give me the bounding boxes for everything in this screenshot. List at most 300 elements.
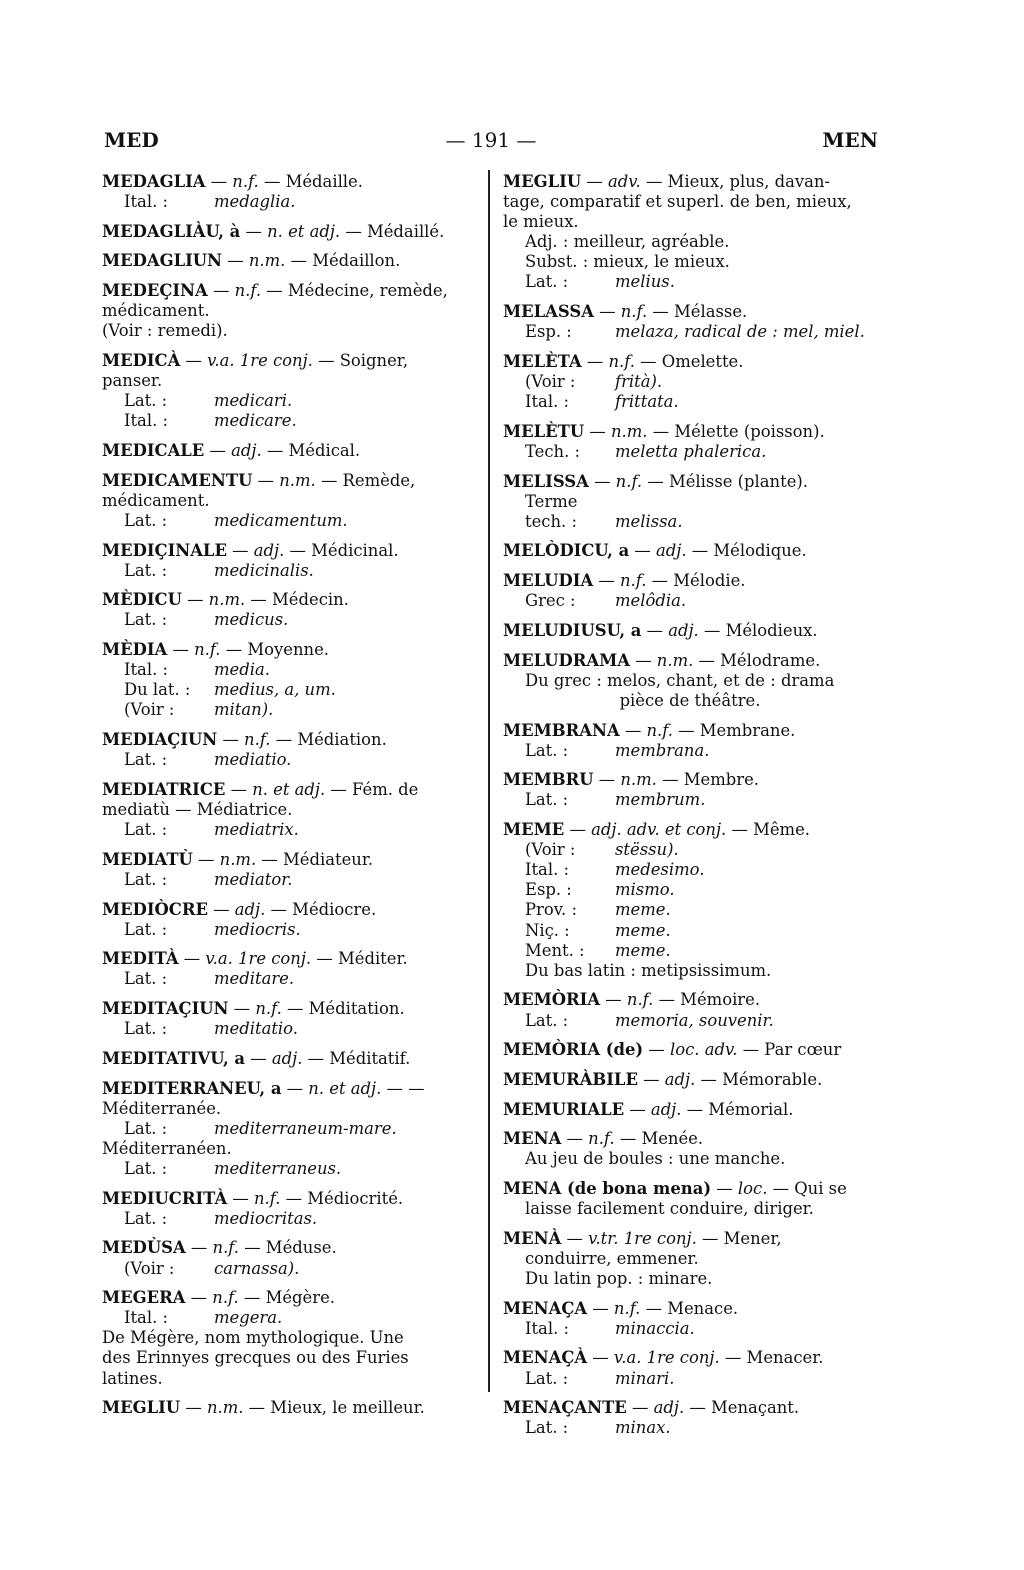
grammar-label: n.f. (615, 471, 643, 491)
entry-headline: MELUDRAMA — n.m. — Mélodrame. (503, 650, 821, 670)
dictionary-entry (503, 1398, 877, 1438)
entry-headline: MELASSA — n.f. — Mélasse. (503, 302, 748, 322)
etymology-line (503, 1011, 877, 1031)
grammar-label: n.f. (244, 730, 271, 750)
headword: MEGLIU (503, 172, 582, 191)
etymology-line (503, 741, 877, 761)
definition-continuation: Méditerranéen. (102, 1138, 232, 1158)
grammar-label: n.f. (212, 1288, 239, 1308)
dictionary-entry (503, 621, 877, 641)
etymology-line (503, 790, 877, 810)
etymology-label: Lat. : (124, 919, 168, 939)
headword: MEDIUCRITÀ (102, 1188, 228, 1208)
definition: Omelette. (661, 351, 744, 371)
dictionary-entry (503, 571, 877, 611)
etymology-value: mismo. (615, 880, 675, 900)
entry-headline: MENÀ — v.tr. 1re conj. — Mener, (503, 1228, 782, 1248)
headword: MENAÇÀ (503, 1348, 588, 1368)
grammar-label: adj. (650, 1099, 682, 1119)
right-column (503, 172, 877, 1448)
dictionary-entry (102, 222, 474, 242)
etymology-line (102, 561, 474, 581)
etymology-label: Du lat. : (124, 680, 191, 700)
dictionary-entry (102, 780, 474, 840)
definition: Mieux, plus, davan- (667, 172, 831, 191)
definition: Membrane. (699, 720, 796, 740)
headword: MEMBRU (503, 770, 594, 790)
headword: MELUDIA (503, 571, 594, 591)
etymology-label: Ital. : (124, 660, 169, 680)
etymology-label: (Voir : (124, 1258, 175, 1278)
etymology-value: melius. (615, 272, 675, 292)
etymology-value: mediocritas. (214, 1208, 318, 1228)
etymology-value: frità). (615, 372, 663, 392)
definition: Par cœur (764, 1040, 842, 1060)
dictionary-entry (102, 281, 474, 341)
headword: MEDITERRANEU, a (102, 1078, 282, 1098)
etymology-label: Lat. : (124, 1208, 168, 1228)
etymology-value: medicari. (214, 391, 293, 411)
definition: Menace. (667, 1298, 739, 1318)
grammar-label: n.f. (232, 172, 259, 191)
entry-headline: MEDICALE — adj. — Médical. (102, 441, 361, 460)
etymology-value: medesimo. (615, 860, 705, 880)
entry-headline: MEDITÀ — v.a. 1re conj. — Méditer. (102, 949, 408, 969)
etymology-value: mediocris. (214, 919, 301, 939)
dictionary-entry (503, 472, 877, 532)
definition: Médical. (288, 441, 361, 460)
etymology-value: carnassa). (214, 1258, 300, 1278)
grammar-label: n.m. (219, 849, 257, 869)
headword: MENAÇANTE (503, 1398, 627, 1418)
etymology-value: meme. (615, 920, 671, 940)
entry-headline: MEDAGLIÀU, à — n. et adj. — Médaillé. (102, 221, 445, 241)
entry-headline: MÈDICU — n.m. — Médecin. (102, 590, 349, 610)
definition: Membre. (683, 770, 759, 790)
etymology-label: Ital. : (124, 192, 169, 212)
dictionary-entry (503, 541, 877, 561)
etymology-value: medicus. (214, 610, 289, 630)
etymology-line (503, 1418, 877, 1438)
grammar-label: n.f. (608, 351, 635, 371)
dictionary-entry (503, 1348, 877, 1388)
etymology-label: Ital. : (525, 1318, 570, 1338)
entry-headline: MEDITAÇIUN — n.f. — Méditation. (102, 999, 405, 1019)
entry-headline: MENAÇA — n.f. — Menace. (503, 1298, 739, 1318)
entry-headline: MEDEÇINA — n.f. — Médecine, remède, (102, 281, 448, 301)
dictionary-entry (503, 820, 877, 981)
note-line: laisse facilement conduire, diriger. (525, 1199, 814, 1219)
headword: MEMÒRIA (503, 990, 601, 1010)
definition: Soigner, (339, 351, 409, 371)
headword: MELÈTU (503, 421, 585, 441)
dictionary-entry (102, 640, 474, 720)
definition: Médaillé. (366, 221, 445, 241)
definition: Médiateur. (283, 849, 374, 869)
grammar-label: adj. (231, 441, 262, 460)
etymology-label: Lat. : (124, 391, 168, 411)
grammar-label: n. et adj. (267, 221, 341, 241)
grammar-label: adj. adv. et conj. (591, 820, 727, 840)
grammar-label: loc. adv. (669, 1040, 738, 1060)
etymology-value: melissa. (615, 511, 683, 531)
etymology-label: Lat. : (525, 1368, 569, 1388)
note-line: Du latin pop. : minare. (525, 1269, 713, 1288)
etymology-line (503, 392, 877, 412)
dictionary-entry (503, 1299, 877, 1339)
etymology-label: Lat. : (124, 869, 168, 889)
etymology-value: stëssu). (615, 840, 679, 860)
definition: Médiocrité. (307, 1188, 404, 1208)
dictionary-entry (102, 1398, 474, 1418)
etymology-label: (Voir : (525, 372, 576, 392)
dictionary-entry (102, 900, 474, 940)
headword: MEGLIU (102, 1398, 181, 1418)
etymology-line (102, 680, 474, 700)
entry-headline: MEDIATRICE — n. et adj. — Fém. de (102, 779, 419, 799)
etymology-line (503, 322, 877, 342)
etymology-line (503, 591, 877, 611)
etymology-label: Grec : (525, 591, 576, 611)
grammar-label: n.m. (206, 1398, 244, 1418)
headword: MEMBRANA (503, 720, 620, 740)
etymology-line (102, 511, 474, 531)
grammar-label: n.f. (620, 302, 648, 322)
grammar-label: n. et adj. (252, 779, 326, 799)
etymology-line (503, 1369, 877, 1389)
grammar-label: n.f. (253, 1188, 281, 1208)
note-line: Du grec : melos, chant, et de : drama (525, 670, 835, 690)
etymology-value: meme. (615, 900, 671, 920)
definition: Menée. (641, 1129, 704, 1149)
etymology-line (102, 660, 474, 680)
headword: MEMÒRIA (de) (503, 1040, 644, 1060)
etymology-line (503, 921, 877, 941)
dictionary-entry (503, 651, 877, 711)
definition: Méditer. (337, 949, 408, 969)
definition: Méditation. (308, 999, 405, 1019)
grammar-label: n.f. (613, 1298, 641, 1318)
etymology-value: medius, a, um. (214, 680, 336, 700)
etymology-label: Niç. : (525, 920, 570, 940)
etymology-label: Lat. : (525, 272, 569, 292)
headword: MEDICÀ (102, 351, 181, 371)
etymology-label: Ital. : (124, 1308, 169, 1328)
definition: Médicinal. (311, 540, 399, 560)
etymology-value: medaglia. (214, 192, 296, 212)
dictionary-entry (102, 541, 474, 581)
definition: Mémorable. (722, 1069, 823, 1089)
headword: MEMURÀBILE (503, 1069, 638, 1089)
dictionary-entry (102, 999, 474, 1039)
definition: Mélodie. (673, 571, 746, 591)
dictionary-entry (503, 721, 877, 761)
definition-continuation: mediatù — Médiatrice. (102, 799, 293, 819)
page-header (104, 128, 878, 158)
etymology-value: medicinalis. (214, 560, 314, 580)
entry-headline: MELÈTU — n.m. — Mélette (poisson). (503, 421, 825, 441)
etymology-line (102, 1019, 474, 1039)
etymology-value: minax. (615, 1418, 671, 1438)
etymology-value: mediterraneum-mare. (214, 1118, 397, 1138)
entry-headline: MEGLIU — n.m. — Mieux, le meilleur. (102, 1398, 425, 1418)
grammar-label: n.f. (194, 640, 221, 660)
headword: MEDICAMENTU (102, 470, 253, 490)
definition: Médecin. (272, 590, 349, 610)
definition: Qui se (794, 1179, 847, 1199)
column-divider (488, 170, 490, 1392)
etymology-label: (Voir : (525, 840, 576, 860)
etymology-line (503, 900, 877, 920)
page-number: — 191 — (445, 128, 537, 152)
headword: MEDITATIVU, a (102, 1048, 246, 1068)
dictionary-entry (102, 172, 474, 212)
etymology-label: Ital. : (525, 860, 570, 880)
entry-headline: MENA (de bona mena) — loc. — Qui se (503, 1179, 847, 1199)
definition: Mélisse (plante). (668, 471, 809, 491)
definition-continuation: médicament. (102, 301, 210, 321)
left-column (102, 172, 474, 1428)
etymology-label: Ital. : (525, 392, 570, 412)
etymology-line (503, 880, 877, 900)
etymology-value: mediator. (214, 869, 293, 889)
etymology-label: Ital. : (124, 411, 169, 431)
headword: MENÀ (503, 1228, 562, 1248)
etymology-label: Lat. : (525, 790, 569, 810)
etymology-value: mediatrix. (214, 820, 299, 840)
grammar-label: n.m. (610, 421, 648, 441)
etymology-line (503, 272, 877, 292)
etymology-line (503, 442, 877, 462)
headword: MELÒDICU, a (503, 541, 630, 561)
dictionary-entry (102, 1238, 474, 1278)
etymology-label: Lat. : (525, 740, 569, 760)
definition: — (408, 1078, 425, 1098)
definition-continuation: panser. (102, 371, 163, 391)
etymology-line (503, 1319, 877, 1339)
dictionary-entry (503, 172, 877, 293)
definition: Mener, (723, 1228, 782, 1248)
etymology-label: Tech. : (525, 441, 581, 461)
dictionary-entry (102, 1189, 474, 1229)
etymology-label: Esp. : (525, 322, 572, 342)
etymology-label: Lat. : (124, 510, 168, 530)
entry-headline: MEMBRU — n.m. — Membre. (503, 770, 759, 790)
grammar-label: adj. (664, 1069, 696, 1089)
etymology-line (503, 860, 877, 880)
note-line-centered: pièce de théâtre. (619, 690, 761, 710)
grammar-label: n.m. (208, 590, 246, 610)
definition: Médiation. (297, 730, 387, 750)
entry-headline: MEMÒRIA (de) — loc. adv. — Par cœur (503, 1040, 842, 1060)
dictionary-entry (102, 351, 474, 431)
etymology-value: minaccia. (615, 1318, 695, 1338)
headword: MEDAGLIUN (102, 251, 223, 271)
grammar-label: v.a. 1re conj. (613, 1348, 720, 1368)
grammar-label: n.f. (234, 281, 262, 301)
definition: Menacer. (746, 1348, 824, 1368)
grammar-label: adj. (668, 620, 699, 640)
headword: MEDITÀ (102, 949, 179, 969)
dictionary-entry (503, 990, 877, 1030)
entry-headline: MELUDIA — n.f. — Mélodie. (503, 571, 746, 591)
dictionary-entry (102, 730, 474, 770)
header-left-guide-word: MED (104, 128, 159, 152)
etymology-value: memoria, souvenir. (615, 1010, 774, 1030)
etymology-label: Lat. : (124, 1019, 168, 1039)
entry-headline: MELUDIUSU, a — adj. — Mélodieux. (503, 620, 818, 640)
etymology-label: Ment. : (525, 940, 585, 960)
dictionary-entry (102, 1049, 474, 1069)
etymology-line (503, 840, 877, 860)
dictionary-entry (102, 590, 474, 630)
definition-continuation: Méditerranée. (102, 1098, 222, 1118)
entry-headline: MEDIUCRITÀ — n.f. — Médiocrité. (102, 1188, 404, 1208)
etymology-value: media. (214, 660, 270, 680)
etymology-line (102, 820, 474, 840)
entry-headline: MEDAGLIA — n.f. — Médaille. (102, 172, 363, 191)
headword: MEDITAÇIUN (102, 999, 229, 1019)
etymology-line (102, 1308, 474, 1328)
entry-headline: MEGLIU — adv. — Mieux, plus, davan- (503, 172, 831, 191)
dictionary-entry (102, 1079, 474, 1179)
grammar-label: adj. (271, 1048, 303, 1068)
definition-continuation: des Erinnyes grecques ou des Furies (102, 1348, 409, 1368)
headword: MELUDIUSU, a (503, 620, 642, 640)
definition: Médiocre. (292, 899, 377, 919)
headword: MEDAGLIÀU, à (102, 221, 241, 241)
definition: Mieux, le meilleur. (270, 1398, 425, 1418)
headword: MELÈTA (503, 351, 582, 371)
etymology-label: Lat. : (124, 820, 168, 840)
etymology-line (102, 411, 474, 431)
definition: Mémorial. (708, 1099, 794, 1119)
dictionary-entry (503, 770, 877, 810)
etymology-value: frittata. (615, 392, 679, 412)
grammar-label: n.f. (646, 720, 673, 740)
definition: Menaçant. (710, 1398, 800, 1418)
etymology-line (102, 610, 474, 630)
etymology-label: Prov. : (525, 900, 577, 920)
entry-headline: MEDIÇINALE — adj. — Médicinal. (102, 540, 399, 560)
etymology-label: Lat. : (124, 750, 168, 770)
entry-headline: MELISSA — n.f. — Mélisse (plante). (503, 471, 809, 491)
etymology-value: melaza, radical de : mel, miel. (615, 322, 865, 342)
dictionary-entry (102, 949, 474, 989)
headword: MÈDICU (102, 590, 182, 610)
etymology-label: Esp. : (525, 880, 572, 900)
note-line: Du bas latin : metipsissimum. (525, 960, 772, 980)
definition-continuation: médicament. (102, 490, 210, 510)
etymology-label: Lat. : (124, 1118, 168, 1138)
etymology-line (102, 391, 474, 411)
grammar-label: n.f. (212, 1238, 239, 1258)
entry-headline: MEMURIALE — adj. — Mémorial. (503, 1099, 794, 1119)
headword: MENAÇA (503, 1298, 588, 1318)
entry-headline: MEMBRANA — n.f. — Membrane. (503, 720, 796, 740)
entry-headline: MEDIAÇIUN — n.f. — Médiation. (102, 730, 387, 750)
etymology-line (102, 969, 474, 989)
etymology-value: meletta phalerica. (615, 441, 767, 461)
entry-headline: MEDITERRANEU, a — n. et adj. — — (102, 1078, 425, 1098)
etymology-line (102, 700, 474, 720)
dictionary-entry (503, 422, 877, 462)
definition-continuation: (Voir : remedi). (102, 321, 228, 341)
grammar-label: adj. (653, 1398, 685, 1418)
headword: MEDEÇINA (102, 281, 208, 301)
entry-headline: MEGERA — n.f. — Mégère. (102, 1288, 335, 1308)
dictionary-entry (503, 1070, 877, 1090)
etymology-label: Lat. : (124, 969, 168, 989)
headword: MEDÙSA (102, 1238, 186, 1258)
etymology-label: Lat. : (124, 1158, 168, 1178)
headword: MEDAGLIA (102, 172, 206, 191)
dictionary-entry (503, 1129, 877, 1169)
entry-headline: MENA — n.f. — Menée. (503, 1129, 704, 1149)
etymology-label: Lat. : (124, 560, 168, 580)
etymology-value: membrum. (615, 790, 706, 810)
headword: MELISSA (503, 471, 589, 491)
entry-headline: MEDICAMENTU — n.m. — Remède, (102, 470, 416, 490)
definition-continuation: le mieux. (503, 212, 579, 232)
etymology-label: Lat. : (525, 1418, 569, 1438)
grammar-label: adj. (656, 541, 687, 561)
definition: Mélodrame. (720, 650, 821, 670)
dictionary-entry (503, 1229, 877, 1289)
definition: Méduse. (265, 1238, 337, 1258)
etymology-line (503, 941, 877, 961)
dictionary-entry (102, 1288, 474, 1388)
etymology-value: membrana. (615, 740, 710, 760)
entry-headline: MEDIÒCRE — adj. — Médiocre. (102, 899, 377, 919)
etymology-line (102, 1159, 474, 1179)
etymology-value: meditare. (214, 969, 295, 989)
grammar-label: adv. (607, 172, 641, 191)
definition-continuation: tage, comparatif et superl. de ben, mieux, (503, 192, 852, 212)
etymology-line (102, 920, 474, 940)
headword: MEDICALE (102, 441, 205, 460)
headword: MEDIÇINALE (102, 540, 227, 560)
grammar-label: n.f. (619, 571, 647, 591)
entry-headline: MENAÇANTE — adj. — Menaçant. (503, 1398, 800, 1418)
grammar-label: n.m. (248, 251, 286, 271)
etymology-line (102, 1119, 474, 1139)
etymology-value: meme. (615, 940, 671, 960)
grammar-label: n.f. (626, 990, 654, 1010)
entry-headline: MEDICÀ — v.a. 1re conj. — Soigner, (102, 351, 409, 371)
grammar-label: n. et adj. (308, 1078, 382, 1098)
etymology-value: medicare. (214, 411, 297, 431)
etymology-value: minari. (615, 1368, 675, 1388)
grammar-label: n.m. (620, 770, 657, 790)
dictionary-entry (102, 251, 474, 271)
entry-headline: MEDIATÙ — n.m. — Médiateur. (102, 849, 374, 869)
definition: Mégère. (265, 1288, 335, 1308)
note-line: Subst. : mieux, le mieux. (525, 252, 730, 272)
grammar-label: n.m. (656, 650, 694, 670)
grammar-label: n.f. (588, 1129, 615, 1149)
definition: Mélodieux. (725, 620, 818, 640)
grammar-label: v.a. 1re conj. (205, 949, 312, 969)
note-line: Adj. : meilleur, agréable. (525, 232, 730, 252)
definition: Mélette (poisson). (674, 421, 825, 441)
dictionary-entry (503, 1040, 877, 1060)
etymology-value: mitan). (214, 700, 274, 720)
etymology-label: Terme tech. : (525, 491, 578, 531)
definition: Fém. de (352, 779, 419, 799)
grammar-label: loc. (737, 1179, 768, 1199)
definition: Mélasse. (674, 302, 748, 322)
